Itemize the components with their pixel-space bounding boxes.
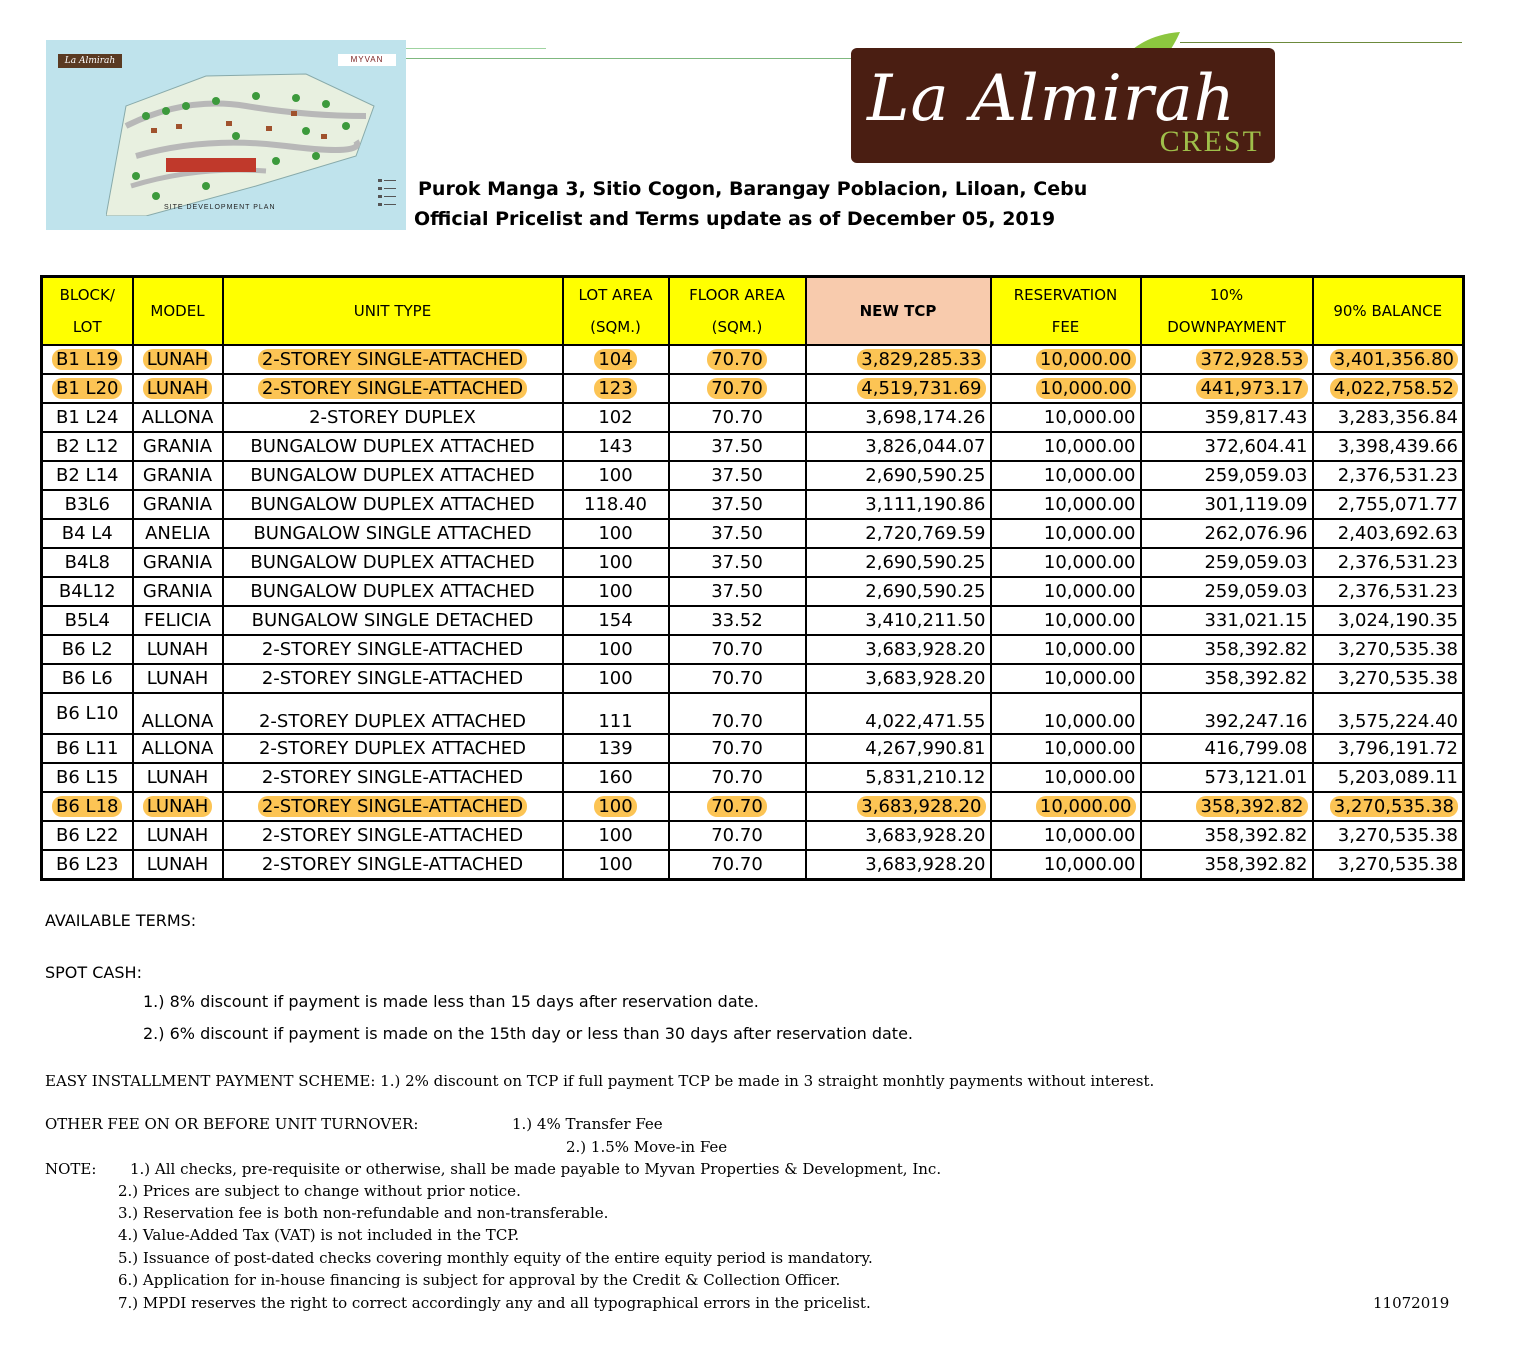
cell-unit-type: BUNGALOW DUPLEX ATTACHED [223, 548, 563, 577]
cell-balance: 3,024,190.35 [1313, 606, 1464, 635]
cell-new-tcp: 4,022,471.55 [806, 693, 991, 734]
cell-floor-area: 70.70 [669, 734, 806, 763]
cell-lot-area: 111 [563, 693, 669, 734]
cell-balance: 2,376,531.23 [1313, 548, 1464, 577]
decorative-line [1180, 42, 1462, 43]
cell-floor-area: 37.50 [669, 577, 806, 606]
cell-balance: 3,283,356.84 [1313, 403, 1464, 432]
cell-lot-area: 100 [563, 850, 669, 880]
col-header-reservation-fee: RESERVATION FEE [991, 277, 1141, 346]
cell-balance: 3,796,191.72 [1313, 734, 1464, 763]
brand-logo-name: La Almirah [867, 62, 1236, 136]
cell-lot-area: 100 [563, 461, 669, 490]
pricelist-table [40, 275, 1465, 881]
table-row [42, 693, 1464, 734]
note-item: 3.) Reservation fee is both non-refundable and non-transferable. [118, 1204, 609, 1222]
cell-reservation-fee: 10,000.00 [991, 850, 1141, 880]
cell-lot-area: 100 [563, 577, 669, 606]
site-map-graphic [106, 66, 376, 216]
cell-model: LUNAH [133, 345, 223, 374]
cell-downpayment: 259,059.03 [1141, 577, 1313, 606]
cell-reservation-fee: 10,000.00 [991, 734, 1141, 763]
other-fee-heading: OTHER FEE ON OR BEFORE UNIT TURNOVER: [45, 1115, 419, 1133]
cell-new-tcp: 3,683,928.20 [806, 664, 991, 693]
cell-floor-area: 70.70 [669, 792, 806, 821]
cell-lot-area: 118.40 [563, 490, 669, 519]
cell-floor-area: 33.52 [669, 606, 806, 635]
cell-balance: 2,376,531.23 [1313, 577, 1464, 606]
cell-unit-type: BUNGALOW DUPLEX ATTACHED [223, 432, 563, 461]
siteplan-legend [376, 175, 398, 220]
table-row [42, 403, 1464, 432]
cell-new-tcp: 4,267,990.81 [806, 734, 991, 763]
cell-new-tcp: 3,410,211.50 [806, 606, 991, 635]
cell-unit-type: BUNGALOW DUPLEX ATTACHED [223, 577, 563, 606]
cell-reservation-fee: 10,000.00 [991, 490, 1141, 519]
cell-floor-area: 70.70 [669, 850, 806, 880]
cell-reservation-fee: 10,000.00 [991, 345, 1141, 374]
cell-unit-type: 2-STOREY SINGLE-ATTACHED [223, 345, 563, 374]
col-header-downpayment: 10% DOWNPAYMENT [1141, 277, 1313, 346]
cell-unit-type: BUNGALOW SINGLE ATTACHED [223, 519, 563, 548]
brand-logo [851, 48, 1275, 163]
table-row-highlighted [42, 345, 1464, 374]
table-row [42, 577, 1464, 606]
cell-unit-type: 2-STOREY DUPLEX ATTACHED [223, 693, 563, 734]
cell-unit-type: 2-STOREY SINGLE-ATTACHED [223, 821, 563, 850]
cell-model: GRANIA [133, 461, 223, 490]
cell-new-tcp: 3,683,928.20 [806, 792, 991, 821]
cell-block-lot: B3L6 [42, 490, 133, 519]
cell-new-tcp: 3,111,190.86 [806, 490, 991, 519]
siteplan-brand: MYVAN [338, 54, 396, 66]
table-row [42, 606, 1464, 635]
cell-balance: 5,203,089.11 [1313, 763, 1464, 792]
table-row [42, 763, 1464, 792]
cell-downpayment: 259,059.03 [1141, 461, 1313, 490]
table-row [42, 548, 1464, 577]
cell-model: ANELIA [133, 519, 223, 548]
cell-reservation-fee: 10,000.00 [991, 606, 1141, 635]
col-header-balance: 90% BALANCE [1313, 277, 1464, 346]
cell-model: GRANIA [133, 548, 223, 577]
cell-reservation-fee: 10,000.00 [991, 577, 1141, 606]
cell-block-lot: B1 L24 [42, 403, 133, 432]
cell-downpayment: 262,076.96 [1141, 519, 1313, 548]
cell-floor-area: 70.70 [669, 821, 806, 850]
cell-new-tcp: 2,690,590.25 [806, 577, 991, 606]
cell-lot-area: 100 [563, 519, 669, 548]
table-row [42, 635, 1464, 664]
cell-new-tcp: 3,826,044.07 [806, 432, 991, 461]
cell-balance: 3,270,535.38 [1313, 664, 1464, 693]
cell-lot-area: 100 [563, 664, 669, 693]
site-development-plan-image [46, 40, 406, 230]
cell-downpayment: 573,121.01 [1141, 763, 1313, 792]
table-row [42, 490, 1464, 519]
cell-model: ALLONA [133, 734, 223, 763]
cell-model: GRANIA [133, 432, 223, 461]
cell-balance: 3,270,535.38 [1313, 850, 1464, 880]
cell-balance: 3,398,439.66 [1313, 432, 1464, 461]
cell-balance: 3,270,535.38 [1313, 635, 1464, 664]
cell-unit-type: 2-STOREY SINGLE-ATTACHED [223, 792, 563, 821]
cell-block-lot: B4L8 [42, 548, 133, 577]
table-row-highlighted [42, 792, 1464, 821]
cell-reservation-fee: 10,000.00 [991, 664, 1141, 693]
cell-new-tcp: 5,831,210.12 [806, 763, 991, 792]
cell-downpayment: 392,247.16 [1141, 693, 1313, 734]
cell-unit-type: 2-STOREY SINGLE-ATTACHED [223, 763, 563, 792]
cell-floor-area: 70.70 [669, 345, 806, 374]
cell-floor-area: 37.50 [669, 490, 806, 519]
cell-downpayment: 358,392.82 [1141, 821, 1313, 850]
note-item: 6.) Application for in-house financing is subject for approval by the Credit & Collection Officer. [118, 1271, 841, 1289]
cell-unit-type: 2-STOREY DUPLEX [223, 403, 563, 432]
cell-block-lot: B2 L12 [42, 432, 133, 461]
cell-downpayment: 416,799.08 [1141, 734, 1313, 763]
cell-floor-area: 37.50 [669, 461, 806, 490]
cell-lot-area: 100 [563, 548, 669, 577]
other-fee-2: 2.) 1.5% Move-in Fee [566, 1138, 728, 1156]
cell-model: FELICIA [133, 606, 223, 635]
cell-model: GRANIA [133, 490, 223, 519]
cell-floor-area: 70.70 [669, 693, 806, 734]
cell-lot-area: 104 [563, 345, 669, 374]
cell-unit-type: 2-STOREY DUPLEX ATTACHED [223, 734, 563, 763]
cell-model: LUNAH [133, 664, 223, 693]
cell-new-tcp: 2,690,590.25 [806, 461, 991, 490]
siteplan-logo: La Almirah [58, 54, 122, 68]
available-terms-heading: AVAILABLE TERMS: [45, 911, 197, 930]
cell-block-lot: B6 L18 [42, 792, 133, 821]
easy-installment-term: EASY INSTALLMENT PAYMENT SCHEME: 1.) 2% discount on TCP if full payment TCP be made in 3 straight monhtly payments without interest. [45, 1072, 1155, 1090]
cell-downpayment: 372,928.53 [1141, 345, 1313, 374]
cell-floor-area: 70.70 [669, 635, 806, 664]
cell-unit-type: BUNGALOW SINGLE DETACHED [223, 606, 563, 635]
cell-block-lot: B1 L19 [42, 345, 133, 374]
brand-logo-sub: CREST [1159, 125, 1263, 158]
cell-floor-area: 37.50 [669, 548, 806, 577]
cell-reservation-fee: 10,000.00 [991, 635, 1141, 664]
cell-unit-type: 2-STOREY SINGLE-ATTACHED [223, 374, 563, 403]
cell-block-lot: B2 L14 [42, 461, 133, 490]
cell-floor-area: 37.50 [669, 432, 806, 461]
cell-unit-type: BUNGALOW DUPLEX ATTACHED [223, 490, 563, 519]
cell-downpayment: 259,059.03 [1141, 548, 1313, 577]
cell-reservation-fee: 10,000.00 [991, 432, 1141, 461]
siteplan-caption: SITE DEVELOPMENT PLAN [164, 204, 276, 211]
cell-lot-area: 160 [563, 763, 669, 792]
col-header-model: MODEL [133, 277, 223, 346]
col-header-new-tcp: NEW TCP [806, 277, 991, 346]
table-row [42, 850, 1464, 880]
col-header-floor-area: FLOOR AREA (SQM.) [669, 277, 806, 346]
cell-lot-area: 154 [563, 606, 669, 635]
note-heading: NOTE: [45, 1160, 97, 1178]
table-row [42, 519, 1464, 548]
cell-downpayment: 372,604.41 [1141, 432, 1313, 461]
cell-lot-area: 143 [563, 432, 669, 461]
col-header-lot-area: LOT AREA (SQM.) [563, 277, 669, 346]
other-fee-1: 1.) 4% Transfer Fee [512, 1115, 663, 1133]
cell-reservation-fee: 10,000.00 [991, 461, 1141, 490]
cell-reservation-fee: 10,000.00 [991, 821, 1141, 850]
table-row-highlighted [42, 374, 1464, 403]
cell-model: ALLONA [133, 693, 223, 734]
note-item: 7.) MPDI reserves the right to correct accordingly any and all typographical errors in the pricelist. [118, 1294, 871, 1312]
cell-downpayment: 358,392.82 [1141, 792, 1313, 821]
cell-block-lot: B6 L6 [42, 664, 133, 693]
table-row [42, 461, 1464, 490]
cell-balance: 2,403,692.63 [1313, 519, 1464, 548]
cell-new-tcp: 3,698,174.26 [806, 403, 991, 432]
cell-new-tcp: 2,720,769.59 [806, 519, 991, 548]
cell-downpayment: 359,817.43 [1141, 403, 1313, 432]
cell-balance: 3,575,224.40 [1313, 693, 1464, 734]
cell-new-tcp: 2,690,590.25 [806, 548, 991, 577]
cell-floor-area: 70.70 [669, 374, 806, 403]
cell-balance: 2,376,531.23 [1313, 461, 1464, 490]
cell-unit-type: BUNGALOW DUPLEX ATTACHED [223, 461, 563, 490]
cell-reservation-fee: 10,000.00 [991, 403, 1141, 432]
cell-balance: 3,270,535.38 [1313, 792, 1464, 821]
cell-reservation-fee: 10,000.00 [991, 763, 1141, 792]
project-address: Purok Manga 3, Sitio Cogon, Barangay Poblacion, Liloan, Cebu [418, 178, 1088, 200]
table-header-row [42, 277, 1464, 346]
cell-reservation-fee: 10,000.00 [991, 693, 1141, 734]
cell-reservation-fee: 10,000.00 [991, 792, 1141, 821]
cell-unit-type: 2-STOREY SINGLE-ATTACHED [223, 635, 563, 664]
cell-model: ALLONA [133, 403, 223, 432]
note-item: 2.) Prices are subject to change without prior notice. [118, 1182, 521, 1200]
cell-block-lot: B6 L10 [42, 693, 133, 734]
cell-balance: 4,022,758.52 [1313, 374, 1464, 403]
cell-lot-area: 123 [563, 374, 669, 403]
decorative-line [406, 48, 546, 49]
pricelist-update-title: Official Pricelist and Terms update as of December 05, 2019 [414, 208, 1056, 230]
cell-lot-area: 139 [563, 734, 669, 763]
cell-model: LUNAH [133, 635, 223, 664]
cell-downpayment: 358,392.82 [1141, 664, 1313, 693]
cell-floor-area: 70.70 [669, 664, 806, 693]
cell-block-lot: B1 L20 [42, 374, 133, 403]
cell-downpayment: 358,392.82 [1141, 850, 1313, 880]
cell-reservation-fee: 10,000.00 [991, 374, 1141, 403]
spot-cash-term-2: 2.) 6% discount if payment is made on the 15th day or less than 30 days after reservation date. [143, 1024, 914, 1043]
cell-block-lot: B6 L2 [42, 635, 133, 664]
cell-reservation-fee: 10,000.00 [991, 548, 1141, 577]
cell-new-tcp: 4,519,731.69 [806, 374, 991, 403]
col-header-block-lot: BLOCK/ LOT [42, 277, 133, 346]
note-item: 1.) All checks, pre-requisite or otherwise, shall be made payable to Myvan Properties & Development, Inc. [130, 1160, 942, 1178]
cell-balance: 3,401,356.80 [1313, 345, 1464, 374]
table-row [42, 821, 1464, 850]
cell-lot-area: 100 [563, 821, 669, 850]
cell-block-lot: B6 L15 [42, 763, 133, 792]
cell-downpayment: 358,392.82 [1141, 635, 1313, 664]
col-header-unit-type: UNIT TYPE [223, 277, 563, 346]
cell-balance: 2,755,071.77 [1313, 490, 1464, 519]
cell-block-lot: B6 L23 [42, 850, 133, 880]
cell-downpayment: 301,119.09 [1141, 490, 1313, 519]
cell-downpayment: 441,973.17 [1141, 374, 1313, 403]
cell-block-lot: B6 L11 [42, 734, 133, 763]
cell-new-tcp: 3,683,928.20 [806, 821, 991, 850]
cell-block-lot: B6 L22 [42, 821, 133, 850]
cell-model: GRANIA [133, 577, 223, 606]
table-row [42, 734, 1464, 763]
cell-balance: 3,270,535.38 [1313, 821, 1464, 850]
cell-block-lot: B5L4 [42, 606, 133, 635]
cell-unit-type: 2-STOREY SINGLE-ATTACHED [223, 664, 563, 693]
note-item: 4.) Value-Added Tax (VAT) is not included in the TCP. [118, 1226, 520, 1244]
cell-floor-area: 70.70 [669, 403, 806, 432]
cell-new-tcp: 3,829,285.33 [806, 345, 991, 374]
cell-model: LUNAH [133, 374, 223, 403]
spot-cash-heading: SPOT CASH: [45, 963, 142, 982]
cell-floor-area: 70.70 [669, 763, 806, 792]
cell-model: LUNAH [133, 792, 223, 821]
table-body [42, 345, 1464, 880]
table-row [42, 664, 1464, 693]
cell-downpayment: 331,021.15 [1141, 606, 1313, 635]
cell-model: LUNAH [133, 763, 223, 792]
table-row [42, 432, 1464, 461]
cell-new-tcp: 3,683,928.20 [806, 635, 991, 664]
spot-cash-term-1: 1.) 8% discount if payment is made less than 15 days after reservation date. [143, 992, 759, 1011]
document-code: 11072019 [1373, 1294, 1450, 1312]
cell-lot-area: 102 [563, 403, 669, 432]
note-item: 5.) Issuance of post-dated checks covering monthly equity of the entire equity period is mandatory. [118, 1249, 873, 1267]
cell-new-tcp: 3,683,928.20 [806, 850, 991, 880]
cell-lot-area: 100 [563, 792, 669, 821]
cell-reservation-fee: 10,000.00 [991, 519, 1141, 548]
cell-model: LUNAH [133, 821, 223, 850]
cell-block-lot: B4L12 [42, 577, 133, 606]
cell-lot-area: 100 [563, 635, 669, 664]
cell-model: LUNAH [133, 850, 223, 880]
cell-unit-type: 2-STOREY SINGLE-ATTACHED [223, 850, 563, 880]
cell-floor-area: 37.50 [669, 519, 806, 548]
cell-block-lot: B4 L4 [42, 519, 133, 548]
